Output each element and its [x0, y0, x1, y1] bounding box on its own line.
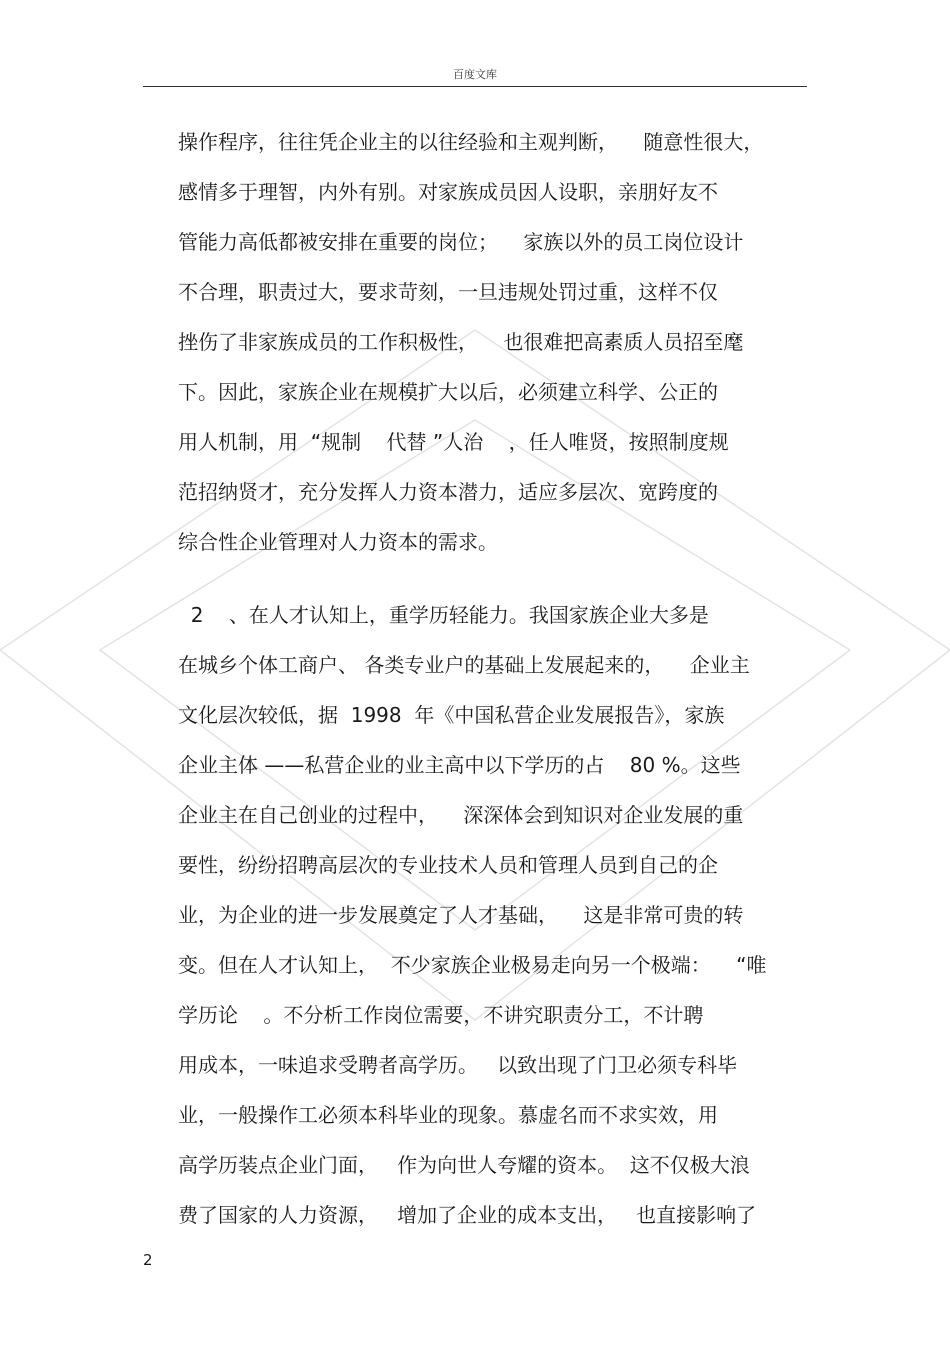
text-line: 费了国家的人力资源， 增加了企业的成本支出， 也直接影响了 — [178, 1203, 757, 1227]
text-line: 操作程序，往往凭企业主的以往经验和主观判断， 随意性很大， — [178, 130, 764, 154]
text-line: 学历论 。不分析工作岗位需要，不讲究职责分工，不计聘 — [178, 1003, 704, 1027]
text-line: 不合理，职责过大，要求苛刻，一旦违规处罚过重，这样不仅 — [178, 280, 718, 304]
text-line: 用成本，一味追求受聘者高学历。 以致出现了门卫必须专科毕 — [178, 1053, 738, 1077]
text-line: 范招纳贤才，充分发挥人力资本潜力，适应多层次、宽跨度的 — [178, 480, 718, 504]
text-line: 变。但在人才认知上， 不少家族企业极易走向另一个极端： “唯 — [178, 953, 767, 977]
text-line: 管能力高低都被安排在重要的岗位； 家族以外的员工岗位设计 — [178, 230, 744, 254]
text-line: 要性，纷纷招聘高层次的专业技术人员和管理人员到自己的企 — [178, 853, 718, 877]
text-line: 企业主体 ——私营企业的业主高中以下学历的占 80 %。这些 — [178, 753, 741, 777]
text-line: 文化层次较低，据 1998 年《中国私营企业发展报告》，家族 — [178, 703, 725, 727]
text-line: 2 、在人才认知上，重学历轻能力。我国家族企业大多是 — [178, 603, 709, 627]
text-line: 感情多于理智，内外有别。对家族成员因人设职，亲朋好友不 — [178, 180, 718, 204]
text-line: 业，为企业的进一步发展奠定了人才基础， 这是非常可贵的转 — [178, 903, 744, 927]
text-line: 综合性企业管理对人力资本的需求。 — [178, 530, 498, 554]
text-line: 在城乡个体工商户、 各类专业户的基础上发展起来的， 企业主 — [178, 653, 750, 677]
page-number: 2 — [143, 1251, 153, 1269]
text-line: 挫伤了非家族成员的工作积极性， 也很难把高素质人员招至麾 — [178, 330, 744, 354]
header-divider — [143, 86, 807, 87]
text-line: 企业主在自己创业的过程中， 深深体会到知识对企业发展的重 — [178, 803, 744, 827]
header-title: 百度文库 — [453, 68, 497, 81]
text-line: 高学历装点企业门面， 作为向世人夸耀的资本。 这不仅极大浪 — [178, 1153, 750, 1177]
text-line: 业，一般操作工必须本科毕业的现象。慕虚名而不求实效，用 — [178, 1103, 718, 1127]
text-line: 下。因此，家族企业在规模扩大以后，必须建立科学、公正的 — [178, 380, 718, 404]
text-line: 用人机制，用 “规制 代替 ”人治 ，任人唯贤，按照制度规 — [178, 430, 729, 454]
